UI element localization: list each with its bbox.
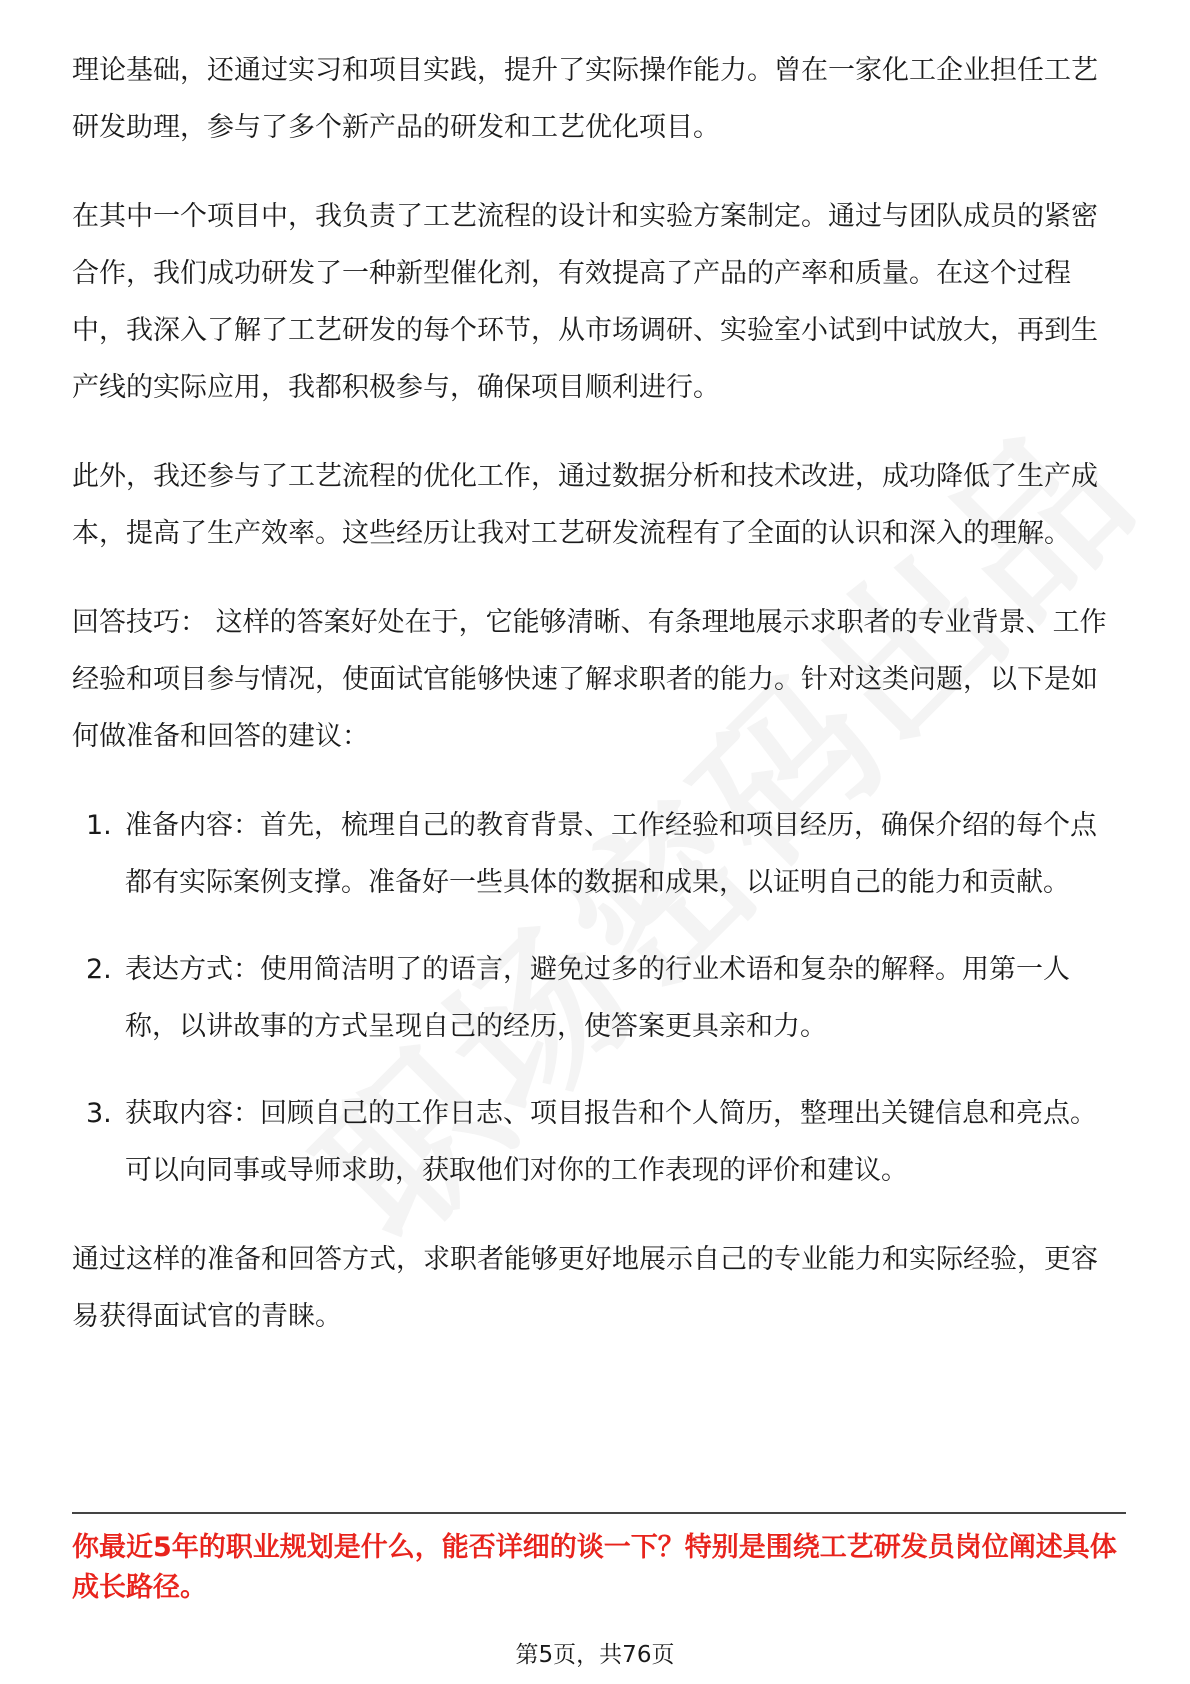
list-item-number: 2. [86, 954, 112, 985]
paragraph-optimization: 此外，我还参与了工艺流程的优化工作，通过数据分析和技术改进，成功降低了生产成本，提高了生产效率。这些经历让我对工艺研发流程有了全面的认识和深入的理解。 [72, 461, 1098, 549]
section-divider [72, 1512, 1126, 1514]
list-item-number: 3. [86, 1098, 112, 1129]
tips-list [72, 797, 1122, 1199]
document-body [72, 42, 1122, 1345]
next-question-heading: 你最近5年的职业规划是什么，能否详细的谈一下？特别是围绕工艺研发员岗位阐述具体成长路径。 [72, 1532, 1117, 1603]
paragraph-project-detail: 在其中一个项目中，我负责了工艺流程的设计和实验方案制定。通过与团队成员的紧密合作，我们成功研发了一种新型催化剂，有效提高了产品的产率和质量。在这个过程中，我深入了解了工艺研发的每个环节，从市场调研、实验室小试到中试放大，再到生产线的实际应用，我都积极参与，确保项目顺利进行。 [72, 201, 1098, 403]
list-item [72, 797, 1122, 911]
paragraph-answer-tips: 回答技巧： 这样的答案好处在于，它能够清晰、有条理地展示求职者的专业背景、工作经验和项目参与情况，使面试官能够快速了解求职者的能力。针对这类问题，以下是如何做准备和回答的建议： [72, 607, 1107, 752]
paragraph-closing: 通过这样的准备和回答方式，求职者能够更好地展示自己的专业能力和实际经验，更容易获得面试官的青睐。 [72, 1244, 1098, 1332]
list-item-text: 获取内容：回顾自己的工作日志、项目报告和个人简历，整理出关键信息和亮点。可以向同事或导师求助，获取他们对你的工作表现的评价和建议。 [125, 1098, 1097, 1186]
list-item [72, 941, 1122, 1055]
list-item-number: 1. [86, 810, 112, 841]
list-item-text: 准备内容：首先，梳理自己的教育背景、工作经验和项目经历，确保介绍的每个点都有实际案例支撑。准备好一些具体的数据和成果，以证明自己的能力和贡献。 [125, 810, 1097, 898]
paragraph-experience-intro: 理论基础，还通过实习和项目实践，提升了实际操作能力。曾在一家化工企业担任工艺研发助理，参与了多个新产品的研发和工艺优化项目。 [72, 55, 1098, 143]
page-number-footer: 第5页，共76页 [515, 1642, 675, 1668]
list-item-text: 表达方式：使用简洁明了的语言，避免过多的行业术语和复杂的解释。用第一人称，以讲故事的方式呈现自己的经历，使答案更具亲和力。 [125, 954, 1070, 1042]
list-item [72, 1085, 1122, 1199]
